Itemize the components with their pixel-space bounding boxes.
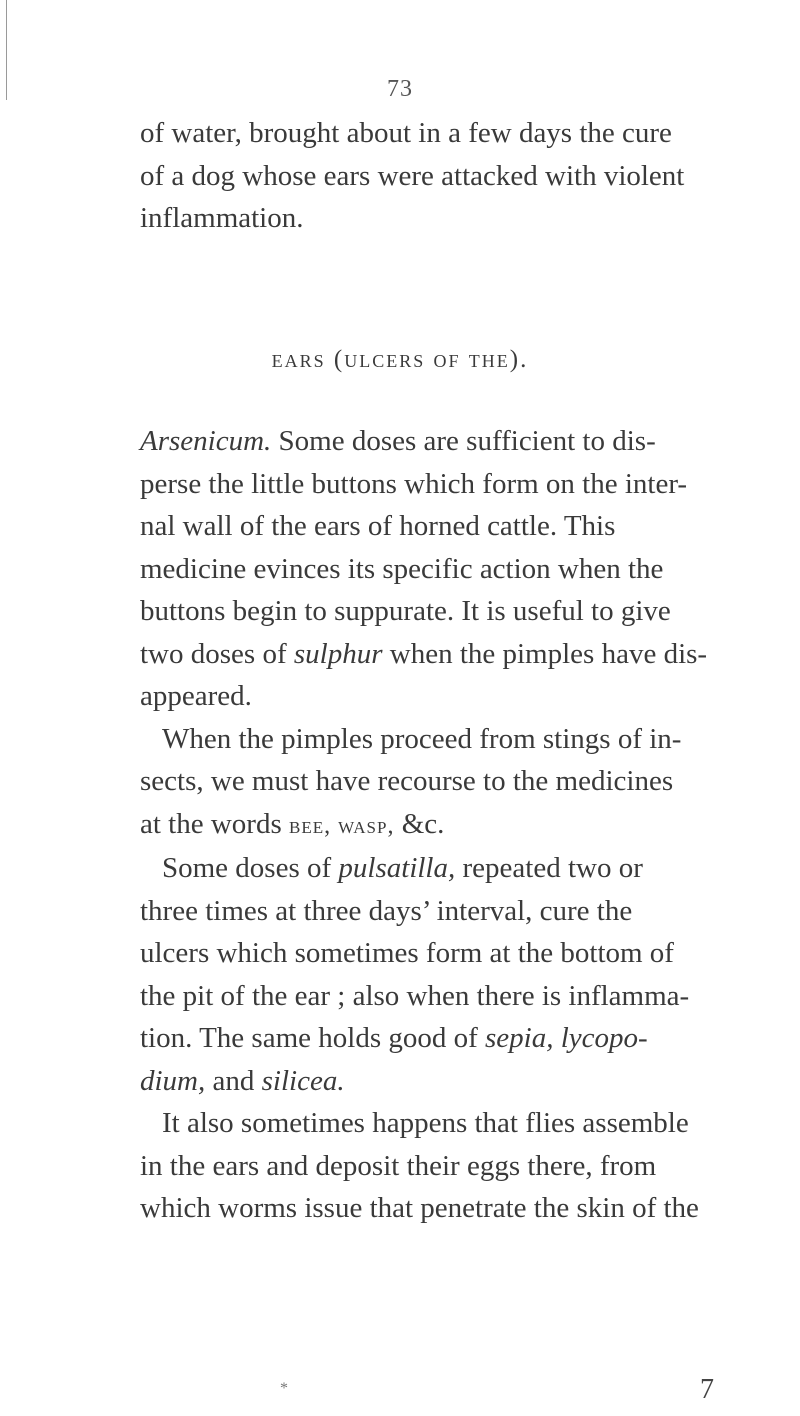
text-line: nal wall of the ears of horned cattle. This: [140, 510, 616, 542]
text-line: tion. The same holds good of sepia, lycopo-: [140, 1022, 648, 1054]
remedy-name: Arsenicum.: [140, 425, 272, 457]
text-line: It also sometimes happens that flies assemble: [162, 1107, 689, 1139]
text-line: ulcers which sometimes form at the bottom of: [140, 937, 674, 969]
continued-paragraph: [140, 112, 800, 240]
remedy-name: pulsatilla,: [338, 852, 456, 884]
cross-reference: bee, wasp,: [289, 812, 395, 839]
text-line: the pit of the ear ; also when there is inflamma-: [140, 979, 690, 1012]
section-body: [140, 420, 800, 1230]
section-heading: [0, 346, 800, 374]
text-line: buttons begin to suppurate. It is useful to give: [140, 595, 671, 627]
text-line: perse the little buttons which form on the inter-: [140, 467, 688, 500]
text-line: medicine evinces its specific action when the: [140, 552, 664, 585]
remedy-name: sepia, lycopo-: [485, 1022, 648, 1054]
text-line: in the ears and deposit their eggs there, from: [140, 1149, 657, 1182]
text-line: Some doses of pulsatilla, repeated two or: [162, 852, 643, 884]
remedy-name: sulphur: [293, 637, 383, 670]
section-heading-text: ears (ulcers of the).: [271, 346, 529, 373]
text-line: at the words bee, wasp, &c.: [140, 807, 445, 840]
text-line: three times at three days’ interval, cure the: [140, 894, 633, 927]
text-line: Arsenicum. Some doses are sufficient to dis-: [140, 425, 656, 457]
text-line: which worms issue that penetrate the skin of the: [140, 1192, 699, 1224]
text-line: appeared.: [140, 680, 252, 712]
text-line: of a dog whose ears were attacked with violent: [140, 159, 685, 192]
remedy-name: silicea.: [261, 1064, 345, 1097]
page-number: 73: [387, 76, 413, 102]
text-line: two doses of sulphur when the pimples have dis-: [140, 637, 708, 670]
text-line: When the pimples proceed from stings of in-: [162, 722, 682, 755]
remedy-name: dium,: [140, 1064, 206, 1097]
text-line: dium, and silicea.: [140, 1064, 345, 1097]
signature-number: 7: [700, 1374, 714, 1405]
text-line: inflammation.: [140, 202, 304, 234]
signature-mark: *: [280, 1380, 288, 1397]
text-line: of water, brought about in a few days the cure: [140, 117, 672, 149]
text-line: sects, we must have recourse to the medicines: [140, 765, 674, 797]
